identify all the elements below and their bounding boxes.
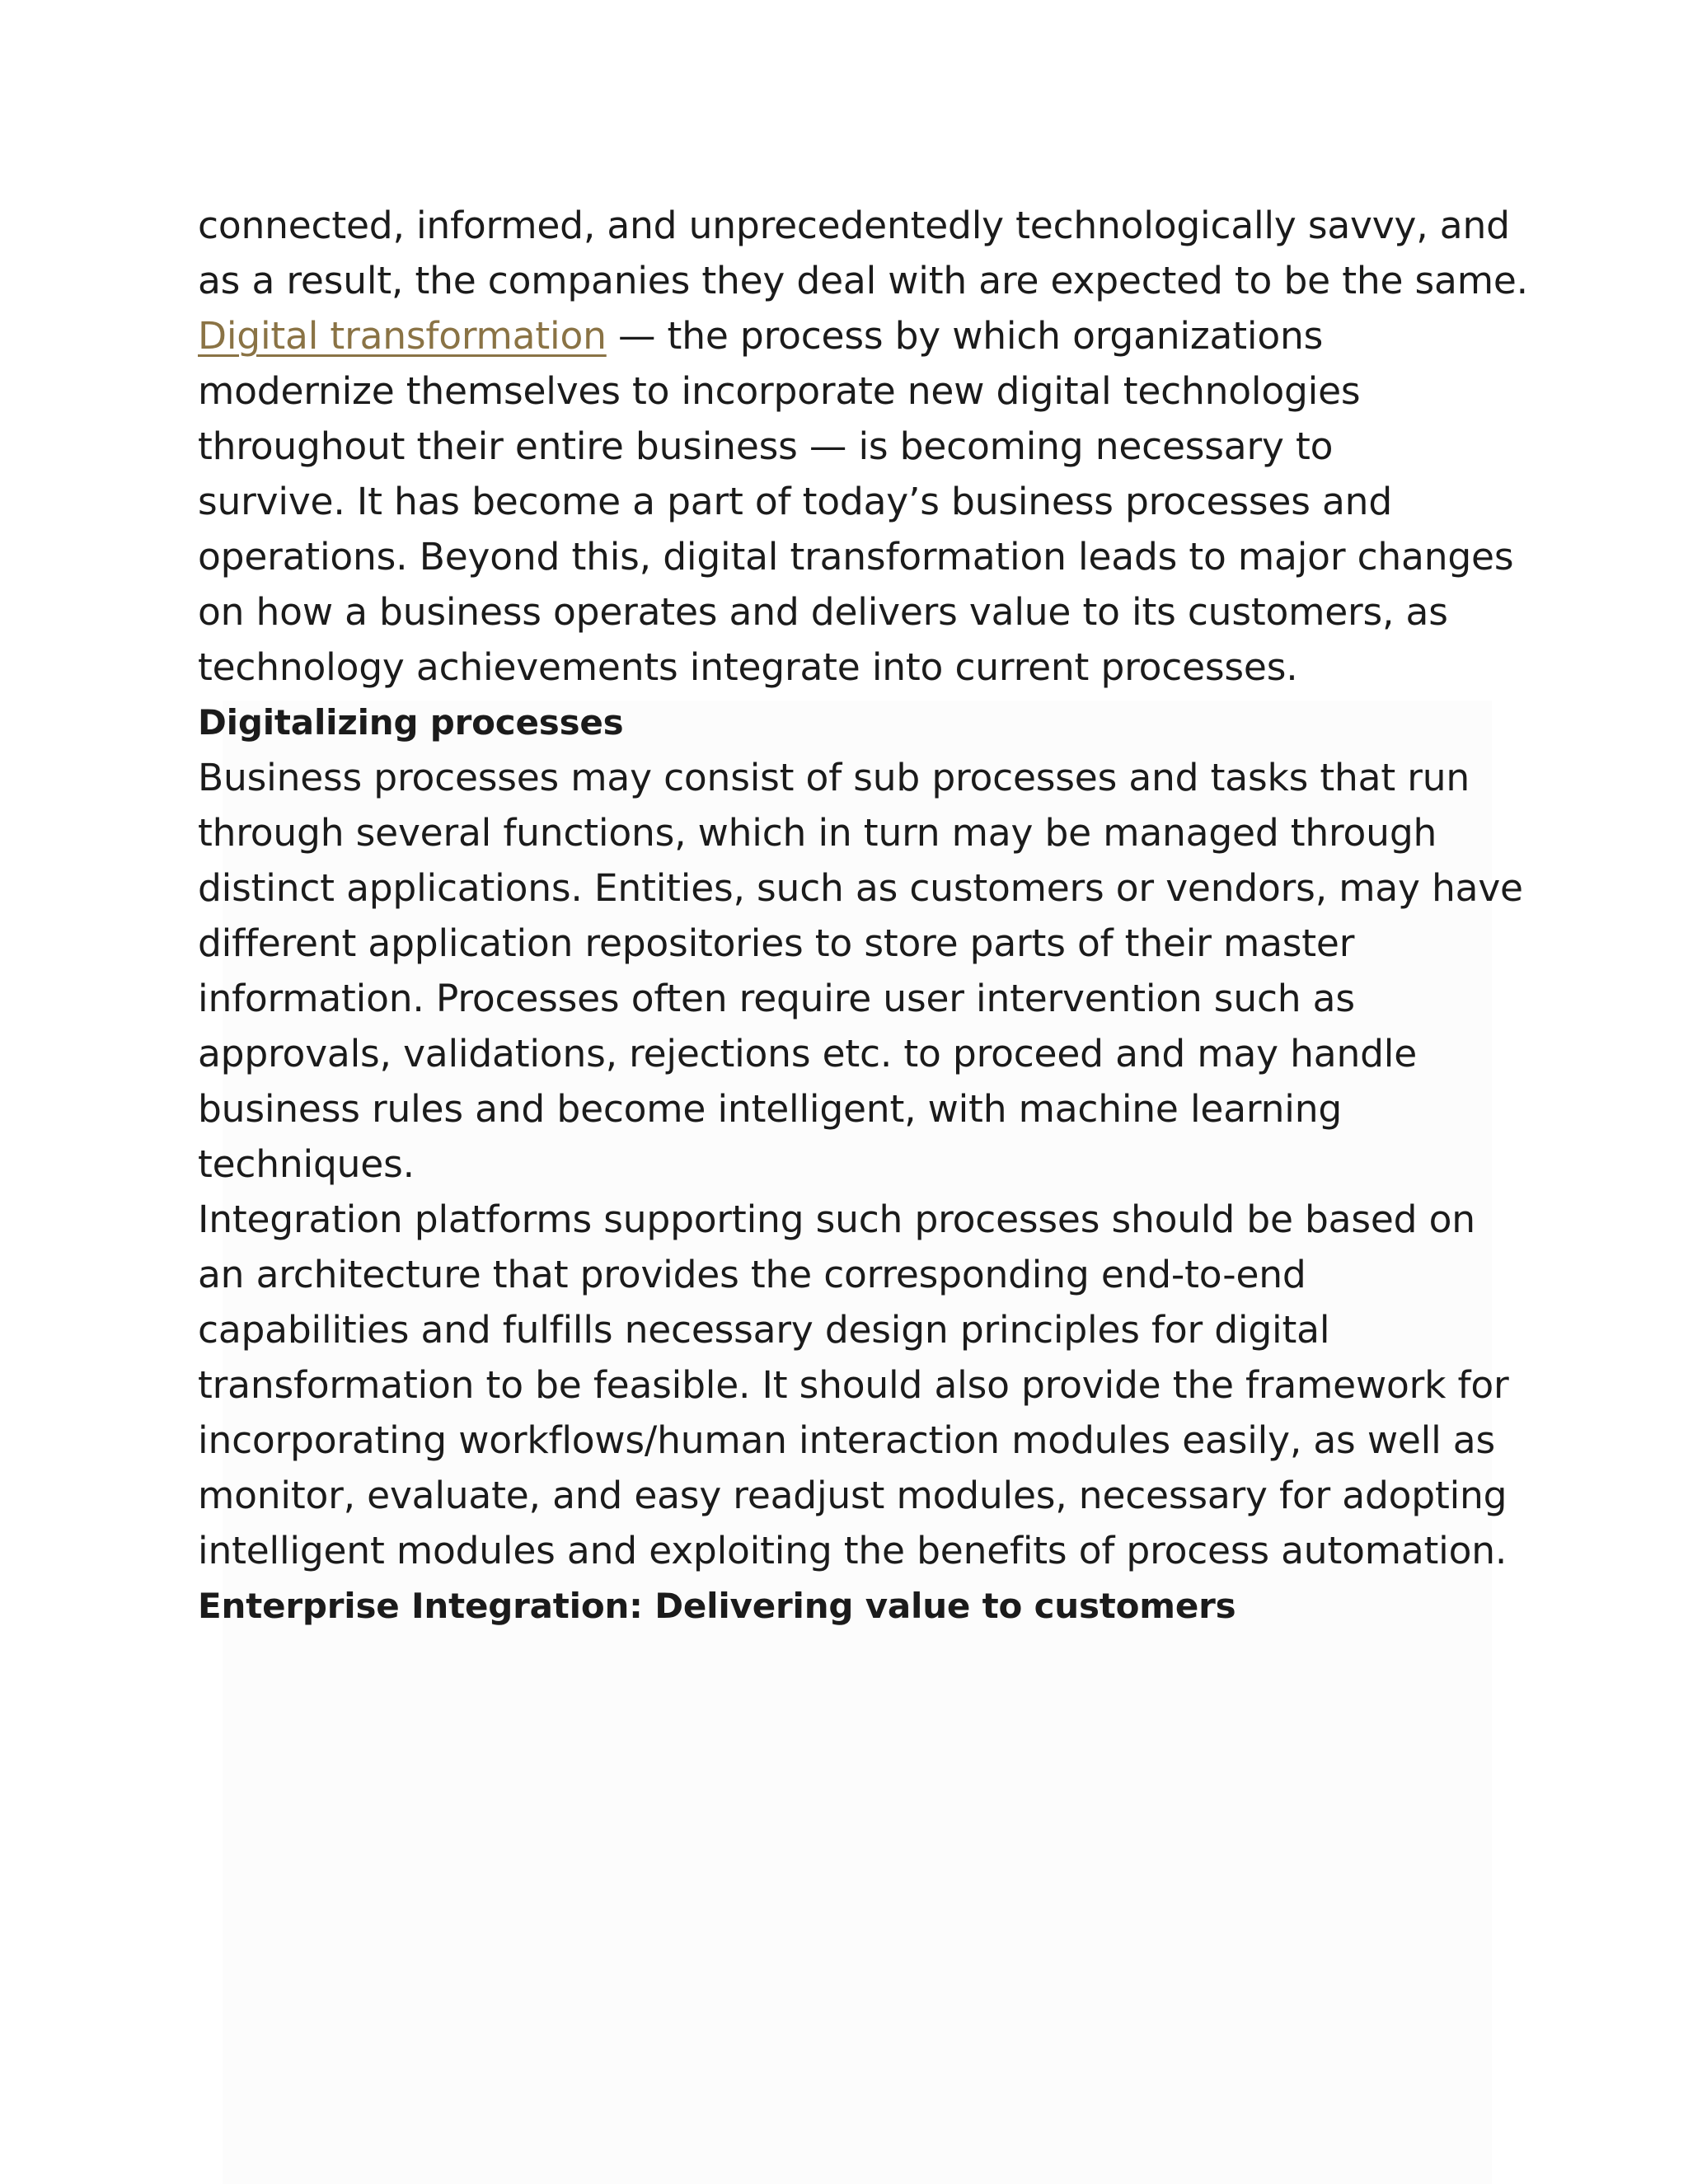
text-line: through several functions, which in turn may be managed through — [198, 811, 1437, 855]
paragraph-business-processes — [198, 750, 1533, 1192]
text-line: approvals, validations, rejections etc. to proceed and may handle — [198, 1032, 1418, 1076]
text-line: different application repositories to store parts of their master — [198, 921, 1355, 965]
text-line: incorporating workflows/human interaction modules easily, as well as — [198, 1418, 1495, 1462]
text-line: Integration platforms supporting such processes should be based on — [198, 1197, 1475, 1241]
text-line: capabilities and fulfills necessary design principles for digital — [198, 1308, 1330, 1352]
paragraph-integration-platforms — [198, 1192, 1533, 1578]
text-line: connected, informed, and unprecedentedly technologically savvy, and — [198, 204, 1510, 247]
text-line: distinct applications. Entities, such as customers or vendors, may have — [198, 866, 1523, 910]
text-line: modernize themselves to incorporate new digital technologies — [198, 369, 1361, 413]
paragraph-digital-transformation — [198, 308, 1533, 695]
section-heading-enterprise-integration: Enterprise Integration: Delivering value to customers — [198, 1586, 1236, 1626]
text-line: operations. Beyond this, digital transformation leads to major changes — [198, 535, 1514, 579]
text-line: business rules and become intelligent, with machine learning — [198, 1087, 1343, 1131]
text-line: information. Processes often require user intervention such as — [198, 977, 1355, 1020]
text-fragment: — the process by which organizations — [606, 314, 1324, 358]
text-line: technology achievements integrate into current processes. — [198, 645, 1298, 689]
text-line — [198, 308, 1533, 363]
text-line: on how a business operates and delivers value to its customers, as — [198, 590, 1448, 634]
text-line: survive. It has become a part of today’s business processes and — [198, 480, 1392, 523]
text-line: intelligent modules and exploiting the benefits of process automation. — [198, 1529, 1507, 1572]
text-line: Business processes may consist of sub processes and tasks that run — [198, 756, 1470, 799]
text-line: monitor, evaluate, and easy readjust modules, necessary for adopting — [198, 1474, 1507, 1517]
document-body — [198, 198, 1533, 1633]
section-heading-digitalizing-processes: Digitalizing processes — [198, 702, 624, 743]
text-line: throughout their entire business — is becoming necessary to — [198, 424, 1334, 468]
text-line: an architecture that provides the corresponding end-to-end — [198, 1253, 1306, 1296]
digital-transformation-link[interactable]: Digital transformation — [198, 314, 607, 358]
text-line: transformation to be feasible. It should also provide the framework for — [198, 1363, 1509, 1407]
text-line: techniques. — [198, 1142, 415, 1186]
text-line: as a result, the companies they deal with are expected to be the same. — [198, 259, 1528, 302]
paragraph-intro-continuation — [198, 198, 1533, 308]
